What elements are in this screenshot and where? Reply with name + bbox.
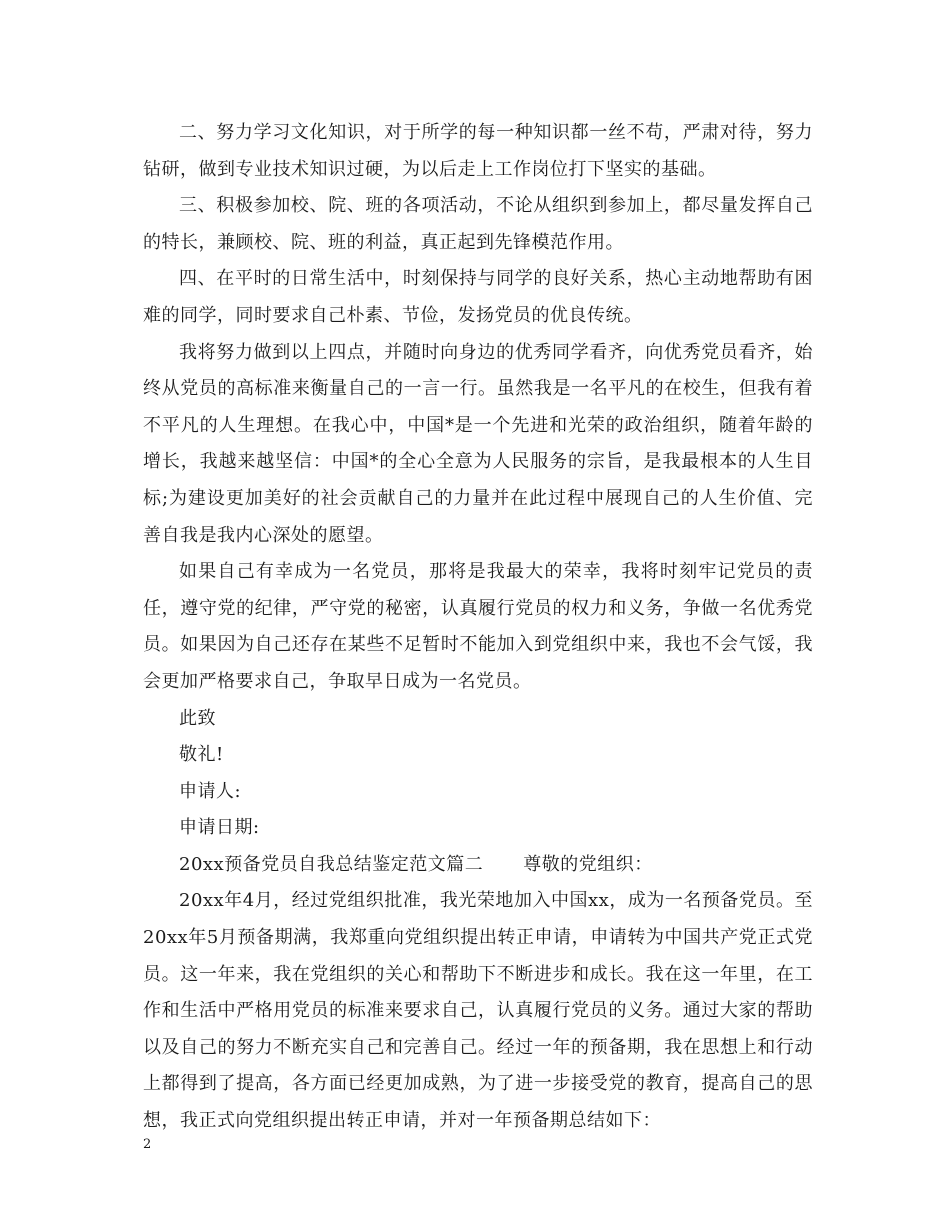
paragraph-daily-life: 四、在平时的日常生活中，时刻保持与同学的良好关系，热心主动地帮助有困难的同学，同时要求自己朴素、节俭，发扬党员的优良传统。 [143,268,813,326]
page-number: 2 [143,1137,152,1152]
salutation: 尊敬的党组织： [523,853,653,875]
paragraph-activities: 三、积极参加校、院、班的各项活动，不论从组织到参加上，都尽量发挥自己的特长，兼顾校、院、班的利益，真正起到先锋模范作用。 [143,195,813,253]
paragraph-study: 二、努力学习文化知识，对于所学的每一种知识都一丝不苟，严肃对待，努力钻研，做到专业技术知识过硬，为以后走上工作岗位打下坚实的基础。 [143,122,813,180]
paragraph-probation-summary: 20xx年4月，经过党组织批准，我光荣地加入中国xx，成为一名预备党员。至20xx年5月预备期满，我郑重向党组织提出转正申请，申请转为中国共产党正式党员。这一年来，我在党组织的关心和帮助下不断进步和成长。我在这一年里，在工作和生活中严格用党员的标准来要求自己，认真履行党员的义务。通过大家的帮助以及自己的努力不断充实自己和完善自己。经过一年的预备期，我在思想上和行动上都得到了提高，各方面已经更加成熟，为了进一步接受党的教育，提高自己的思想，我正式向党组织提出转正申请，并对一年预备期总结如下： [143,890,813,1132]
applicant-label: 申请人: [179,780,242,802]
paragraph-commitment: 我将努力做到以上四点，并随时向身边的优秀同学看齐，向优秀党员看齐，始终从党员的高标准来衡量自己的一言一行。虽然我是一名平凡的在校生，但我有着不平凡的人生理想。在我心中，中国*是一个先进和光荣的政治组织，随着年龄的增长，我越来越坚信：中国*的全心全意为人民服务的宗旨，是我最根本的人生目标;为建设更加美好的社会贡献自己的力量并在此过程中展现自己的人生价值、完善自我是我内心深处的愿望。 [143,341,813,546]
closing-jingli: 敬礼! [179,744,224,766]
paragraph-honor: 如果自己有幸成为一名党员，那将是我最大的荣幸，我将时刻牢记党员的责任，遵守党的纪律，严守党的秘密，认真履行党员的权力和义务，争做一名优秀党员。如果因为自己还存在某些不足暂时不能加入到党组织中来，我也不会气馁，我会更加严格要求自己，争取早日成为一名党员。 [143,561,813,692]
application-date-label: 申请日期: [179,817,260,839]
document-body [143,115,813,1140]
closing-cizhi: 此致 [179,707,216,729]
section-heading-line [143,847,813,884]
section-title: 20xx预备党员自我总结鉴定范文篇二 [179,853,484,875]
